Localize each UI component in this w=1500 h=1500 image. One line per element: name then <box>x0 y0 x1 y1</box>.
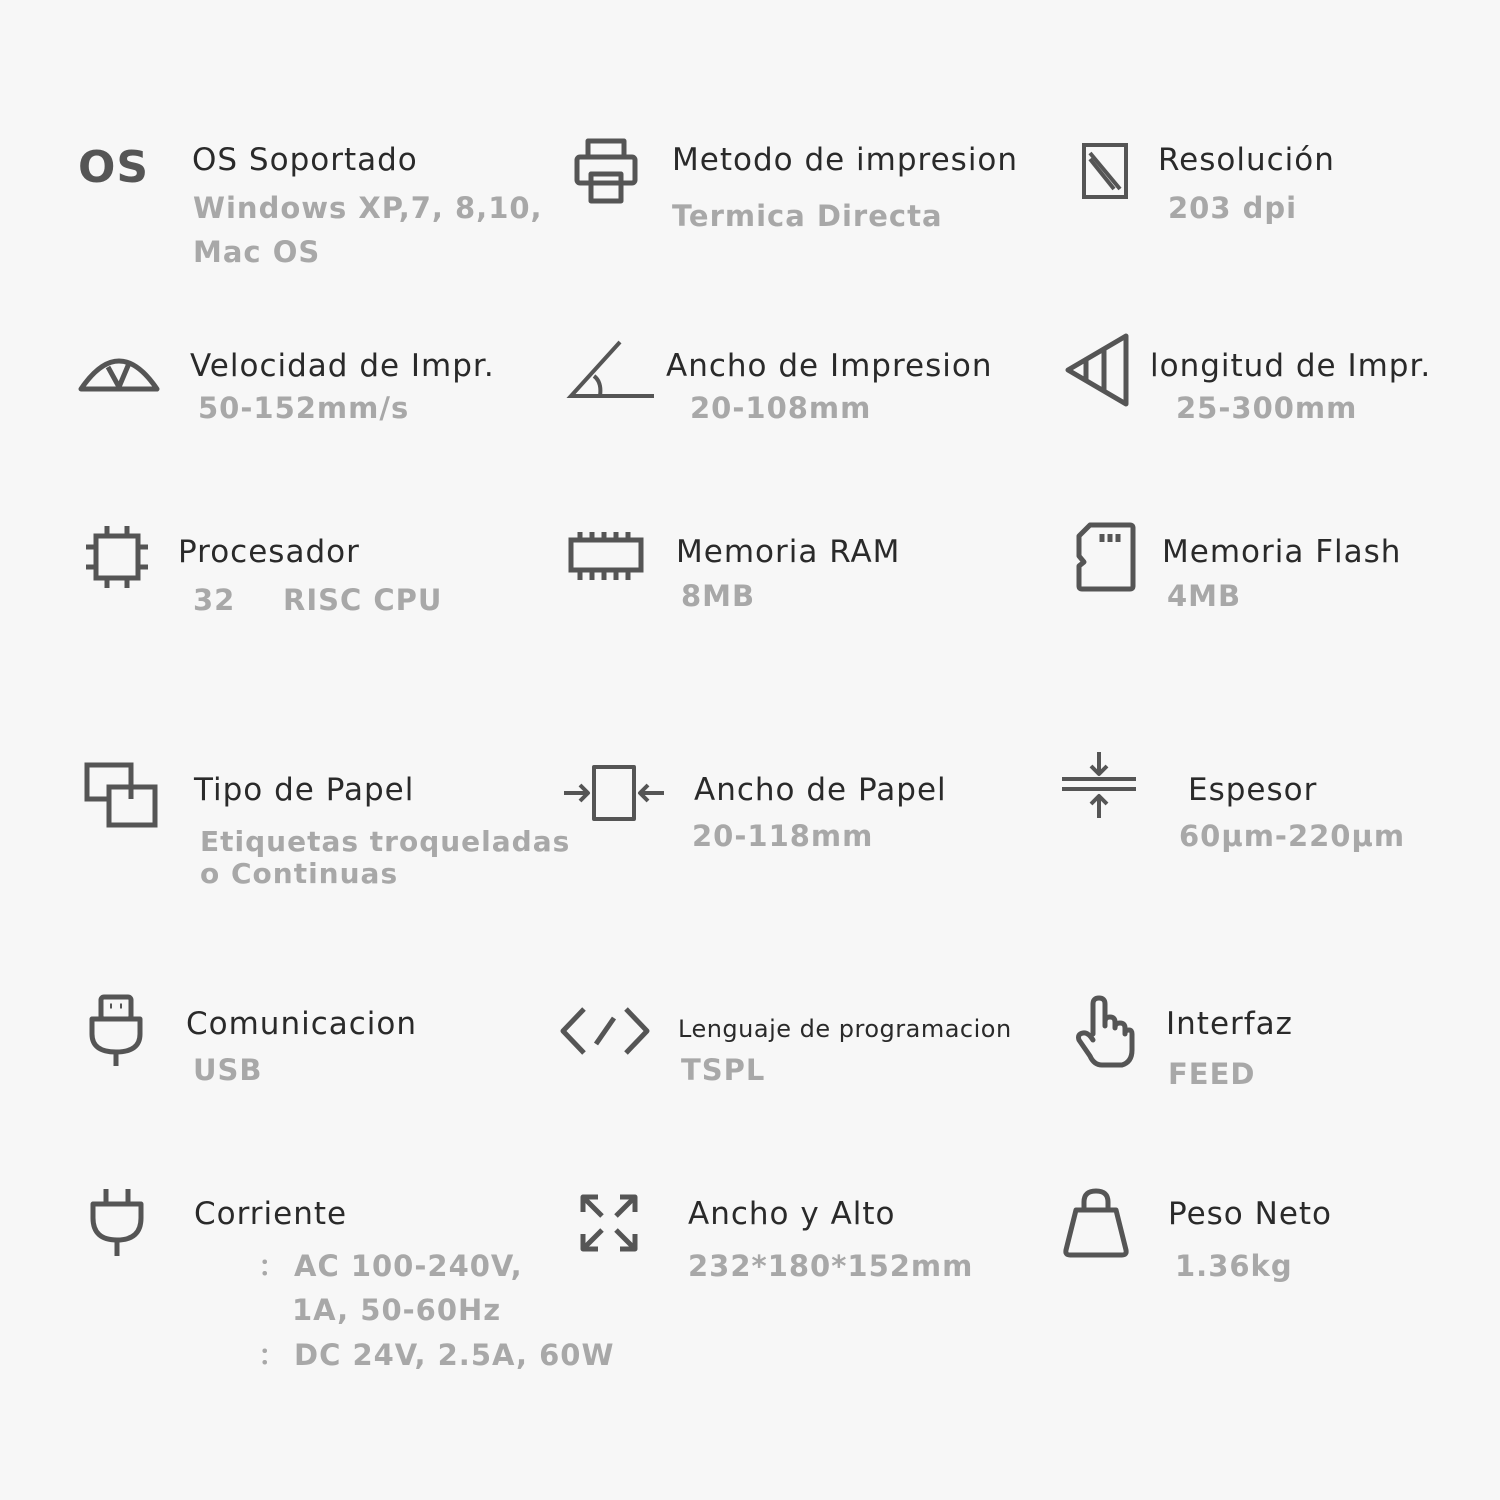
dimensions-title: Ancho y Alto <box>688 1196 896 1232</box>
interface-value: FEED <box>1168 1057 1256 1091</box>
os-title: OS Soportado <box>192 142 418 178</box>
compress-icon <box>1060 750 1138 820</box>
resolution-title: Resolución <box>1158 142 1335 178</box>
bag-icon <box>1062 1188 1130 1258</box>
ram-value: 8MB <box>681 579 756 613</box>
angle-icon <box>568 338 656 400</box>
power-value-line2: 1A, 50-60Hz <box>292 1293 502 1327</box>
power-value-line3: DC 24V, 2.5A, 60W <box>294 1338 615 1372</box>
overlapping-squares-icon <box>84 762 158 828</box>
print-method-title: Metodo de impresion <box>672 142 1019 178</box>
paper-type-value-line2: o Continuas <box>200 857 399 890</box>
print-width-value: 20-108mm <box>690 391 872 425</box>
paper-width-value: 20-118mm <box>692 819 874 853</box>
sd-card-icon <box>1076 522 1136 592</box>
print-width-title: Ancho de Impresion <box>666 348 993 384</box>
ram-module-icon <box>568 530 644 582</box>
resolution-icon <box>1082 143 1128 199</box>
os-icon: OS <box>78 142 150 193</box>
print-length-value: 25-300mm <box>1176 391 1358 425</box>
interface-title: Interfaz <box>1166 1006 1293 1042</box>
width-arrows-icon <box>562 764 666 822</box>
speedometer-icon <box>78 347 160 393</box>
ram-title: Memoria RAM <box>676 534 901 570</box>
power-colon-2: ： <box>258 1338 289 1372</box>
flash-title: Memoria Flash <box>1162 534 1402 570</box>
os-value-line1: Windows XP,7, 8,10, <box>193 191 543 225</box>
processor-value-b: RISC CPU <box>283 583 443 617</box>
power-plug-icon <box>90 1186 144 1260</box>
communication-title: Comunicacion <box>186 1006 418 1042</box>
processor-value-a: 32 <box>193 583 236 617</box>
code-icon <box>560 1006 650 1056</box>
resolution-value: 203 dpi <box>1168 191 1298 225</box>
language-value: TSPL <box>681 1053 766 1087</box>
power-colon-1: ： <box>258 1249 289 1283</box>
speaker-cone-icon <box>1064 333 1130 407</box>
print-method-value: Termica Directa <box>672 199 943 233</box>
os-value-line2: Mac OS <box>193 235 321 269</box>
hand-pointer-icon <box>1076 996 1134 1068</box>
weight-value: 1.36kg <box>1175 1249 1293 1283</box>
speed-value: 50-152mm/s <box>198 391 410 425</box>
thickness-value: 60μm-220μm <box>1179 819 1406 853</box>
print-length-title: longitud de Impr. <box>1150 348 1432 384</box>
expand-arrows-icon <box>580 1194 638 1252</box>
communication-value: USB <box>193 1053 263 1087</box>
processor-title: Procesador <box>178 534 360 570</box>
language-title: Lenguaje de programacion <box>678 1015 1012 1043</box>
paper-type-value-line1: Etiquetas troqueladas <box>200 825 571 858</box>
cpu-chip-icon <box>84 524 150 590</box>
power-value-line1: AC 100-240V, <box>294 1249 523 1283</box>
thickness-title: Espesor <box>1188 772 1318 808</box>
power-title: Corriente <box>194 1196 348 1232</box>
dimensions-value: 232*180*152mm <box>688 1249 974 1283</box>
paper-type-title: Tipo de Papel <box>194 772 415 808</box>
printer-icon <box>574 138 638 204</box>
weight-title: Peso Neto <box>1168 1196 1333 1232</box>
flash-value: 4MB <box>1167 579 1242 613</box>
usb-plug-icon <box>88 994 144 1068</box>
paper-width-title: Ancho de Papel <box>694 772 947 808</box>
speed-title: Velocidad de Impr. <box>190 348 495 384</box>
